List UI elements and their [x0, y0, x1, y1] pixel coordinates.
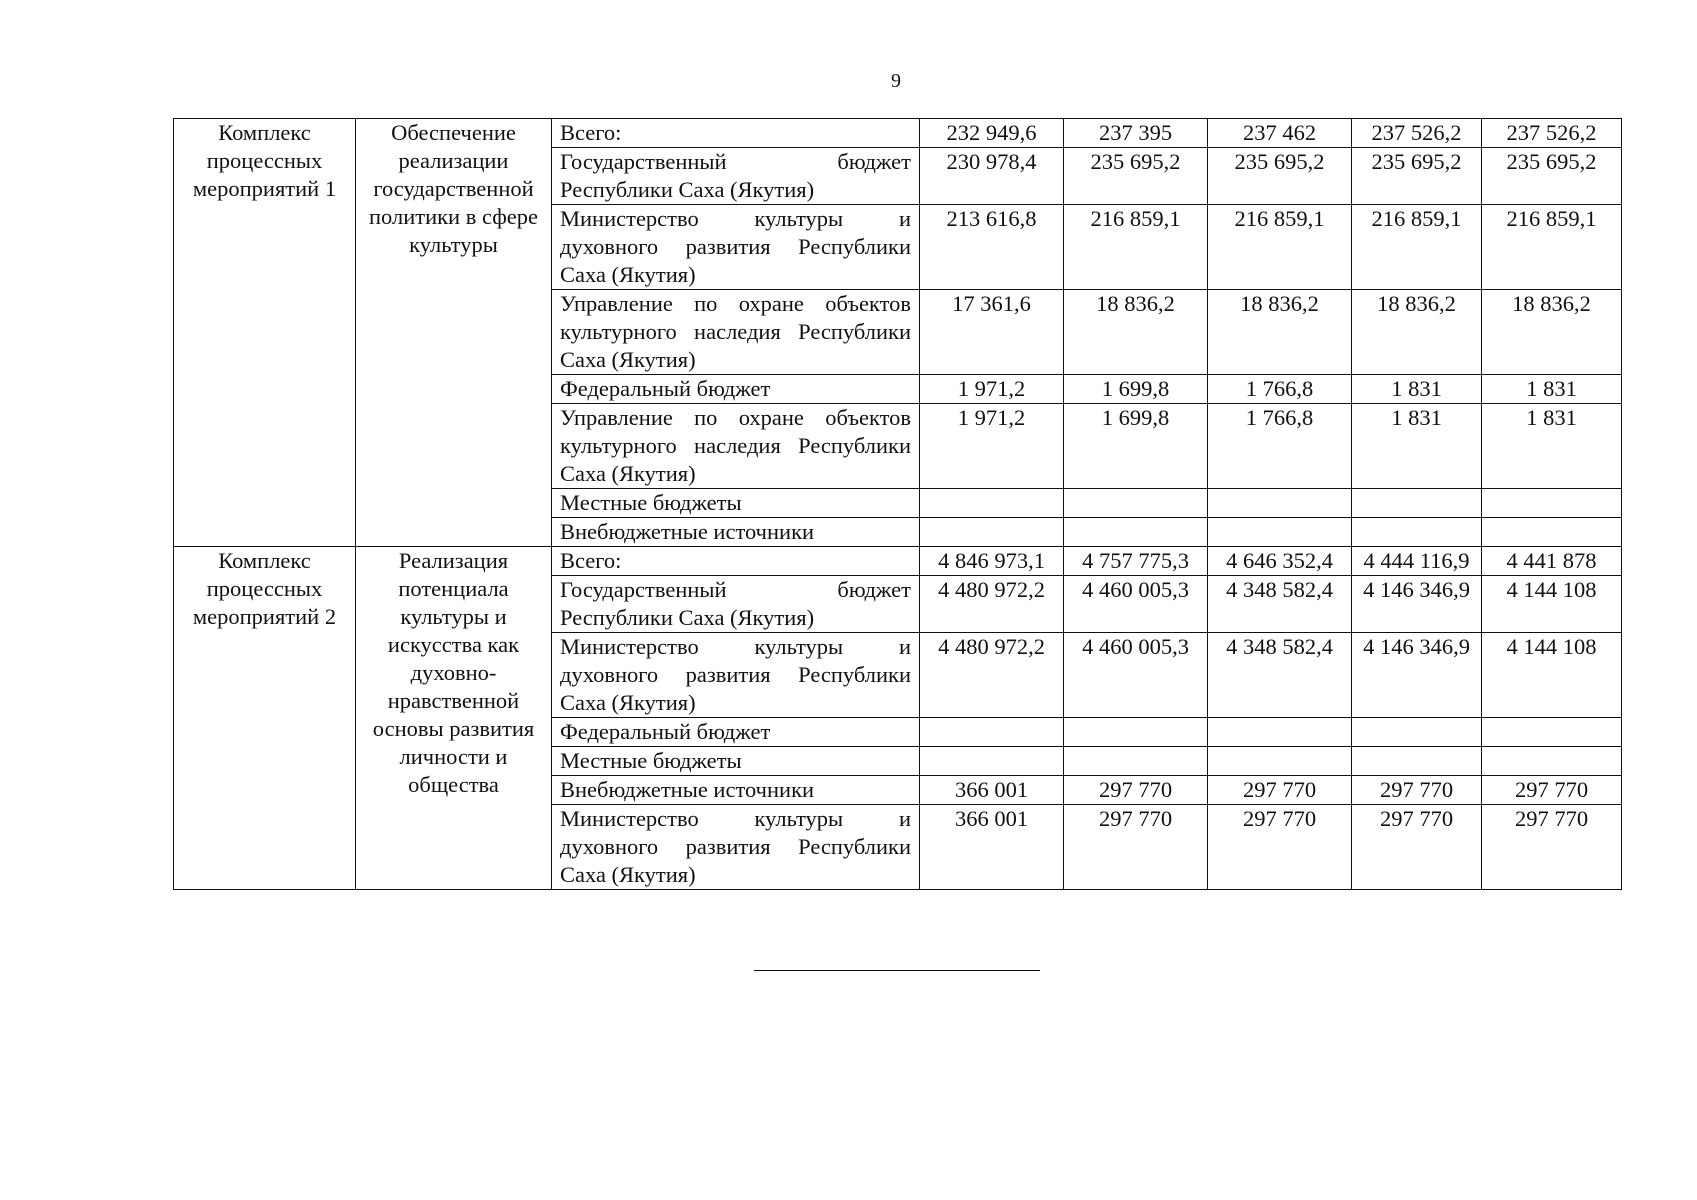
value-cell: [1482, 718, 1622, 747]
value-cell: 4 480 972,2: [920, 633, 1064, 718]
value-cell: 18 836,2: [1064, 290, 1208, 375]
value-cell: 4 146 346,9: [1352, 576, 1482, 633]
value-cell: 1 831: [1482, 404, 1622, 489]
value-cell: 216 859,1: [1208, 205, 1352, 290]
value-cell: 4 348 582,4: [1208, 633, 1352, 718]
value-cell: [1482, 518, 1622, 547]
value-cell: 4 480 972,2: [920, 576, 1064, 633]
value-cell: 235 695,2: [1064, 148, 1208, 205]
program-name-cell: Комплекс процессных мероприятий 2: [174, 547, 356, 890]
value-cell: [1064, 489, 1208, 518]
value-cell: [920, 489, 1064, 518]
value-cell: 17 361,6: [920, 290, 1064, 375]
value-cell: [1352, 718, 1482, 747]
source-cell: Министерство культуры и духовного развития Республики Саха (Якутия): [552, 205, 920, 290]
value-cell: [1352, 747, 1482, 776]
value-cell: 4 444 116,9: [1352, 547, 1482, 576]
value-cell: 237 395: [1064, 119, 1208, 148]
value-cell: 297 770: [1352, 776, 1482, 805]
value-cell: [1208, 718, 1352, 747]
value-cell: [1208, 747, 1352, 776]
source-cell: Управление по охране объектов культурного наследия Республики Саха (Якутия): [552, 290, 920, 375]
value-cell: 216 859,1: [1482, 205, 1622, 290]
value-cell: 216 859,1: [1064, 205, 1208, 290]
footer-divider: [754, 970, 1040, 971]
table-row: [174, 547, 1622, 576]
value-cell: 297 770: [1208, 805, 1352, 890]
source-cell: Федеральный бюджет: [552, 375, 920, 404]
event-name-cell: Реализация потенциала культуры и искусства как духовно-нравственной основы развития личности и общества: [356, 547, 552, 890]
value-cell: [1064, 518, 1208, 547]
value-cell: 4 441 878: [1482, 547, 1622, 576]
value-cell: [1208, 518, 1352, 547]
value-cell: 4 846 973,1: [920, 547, 1064, 576]
source-cell: Министерство культуры и духовного развития Республики Саха (Якутия): [552, 633, 920, 718]
value-cell: 366 001: [920, 776, 1064, 805]
source-cell: Внебюджетные источники: [552, 518, 920, 547]
source-cell: Внебюджетные источники: [552, 776, 920, 805]
value-cell: 235 695,2: [1482, 148, 1622, 205]
budget-table-body: [174, 119, 1622, 890]
value-cell: [1064, 747, 1208, 776]
source-cell: Государственный бюджет Республики Саха (Якутия): [552, 148, 920, 205]
program-name-cell: Комплекс процессных мероприятий 1: [174, 119, 356, 547]
value-cell: [1064, 718, 1208, 747]
value-cell: [1352, 489, 1482, 518]
value-cell: 297 770: [1482, 776, 1622, 805]
value-cell: [920, 747, 1064, 776]
source-cell: Всего:: [552, 547, 920, 576]
value-cell: 297 770: [1482, 805, 1622, 890]
value-cell: 1 971,2: [920, 375, 1064, 404]
value-cell: [1208, 489, 1352, 518]
value-cell: 4 460 005,3: [1064, 576, 1208, 633]
value-cell: 232 949,6: [920, 119, 1064, 148]
source-cell: Государственный бюджет Республики Саха (Якутия): [552, 576, 920, 633]
value-cell: 4 757 775,3: [1064, 547, 1208, 576]
source-cell: Министерство культуры и духовного развития Республики Саха (Якутия): [552, 805, 920, 890]
value-cell: 297 770: [1352, 805, 1482, 890]
value-cell: 237 526,2: [1482, 119, 1622, 148]
value-cell: 237 462: [1208, 119, 1352, 148]
value-cell: 1 766,8: [1208, 404, 1352, 489]
value-cell: [920, 518, 1064, 547]
event-name-cell: Обеспечение реализации государственной политики в сфере культуры: [356, 119, 552, 547]
value-cell: 4 646 352,4: [1208, 547, 1352, 576]
value-cell: 216 859,1: [1352, 205, 1482, 290]
value-cell: [1352, 518, 1482, 547]
budget-table: [173, 118, 1622, 890]
value-cell: 1 831: [1352, 375, 1482, 404]
value-cell: 18 836,2: [1208, 290, 1352, 375]
source-cell: Управление по охране объектов культурного наследия Республики Саха (Якутия): [552, 404, 920, 489]
value-cell: 297 770: [1064, 805, 1208, 890]
value-cell: [1482, 747, 1622, 776]
value-cell: 4 348 582,4: [1208, 576, 1352, 633]
value-cell: 1 831: [1352, 404, 1482, 489]
value-cell: 18 836,2: [1352, 290, 1482, 375]
value-cell: 1 699,8: [1064, 375, 1208, 404]
source-cell: Всего:: [552, 119, 920, 148]
value-cell: 213 616,8: [920, 205, 1064, 290]
page-number: 9: [891, 70, 901, 92]
value-cell: 4 146 346,9: [1352, 633, 1482, 718]
value-cell: 235 695,2: [1352, 148, 1482, 205]
value-cell: 237 526,2: [1352, 119, 1482, 148]
source-cell: Федеральный бюджет: [552, 718, 920, 747]
value-cell: 4 144 108: [1482, 576, 1622, 633]
value-cell: 1 971,2: [920, 404, 1064, 489]
value-cell: 230 978,4: [920, 148, 1064, 205]
table-row: [174, 119, 1622, 148]
value-cell: 1 831: [1482, 375, 1622, 404]
value-cell: 235 695,2: [1208, 148, 1352, 205]
value-cell: 4 460 005,3: [1064, 633, 1208, 718]
value-cell: 1 699,8: [1064, 404, 1208, 489]
value-cell: 18 836,2: [1482, 290, 1622, 375]
value-cell: [920, 718, 1064, 747]
value-cell: [1482, 489, 1622, 518]
value-cell: 4 144 108: [1482, 633, 1622, 718]
value-cell: 1 766,8: [1208, 375, 1352, 404]
source-cell: Местные бюджеты: [552, 747, 920, 776]
value-cell: 366 001: [920, 805, 1064, 890]
value-cell: 297 770: [1208, 776, 1352, 805]
source-cell: Местные бюджеты: [552, 489, 920, 518]
value-cell: 297 770: [1064, 776, 1208, 805]
